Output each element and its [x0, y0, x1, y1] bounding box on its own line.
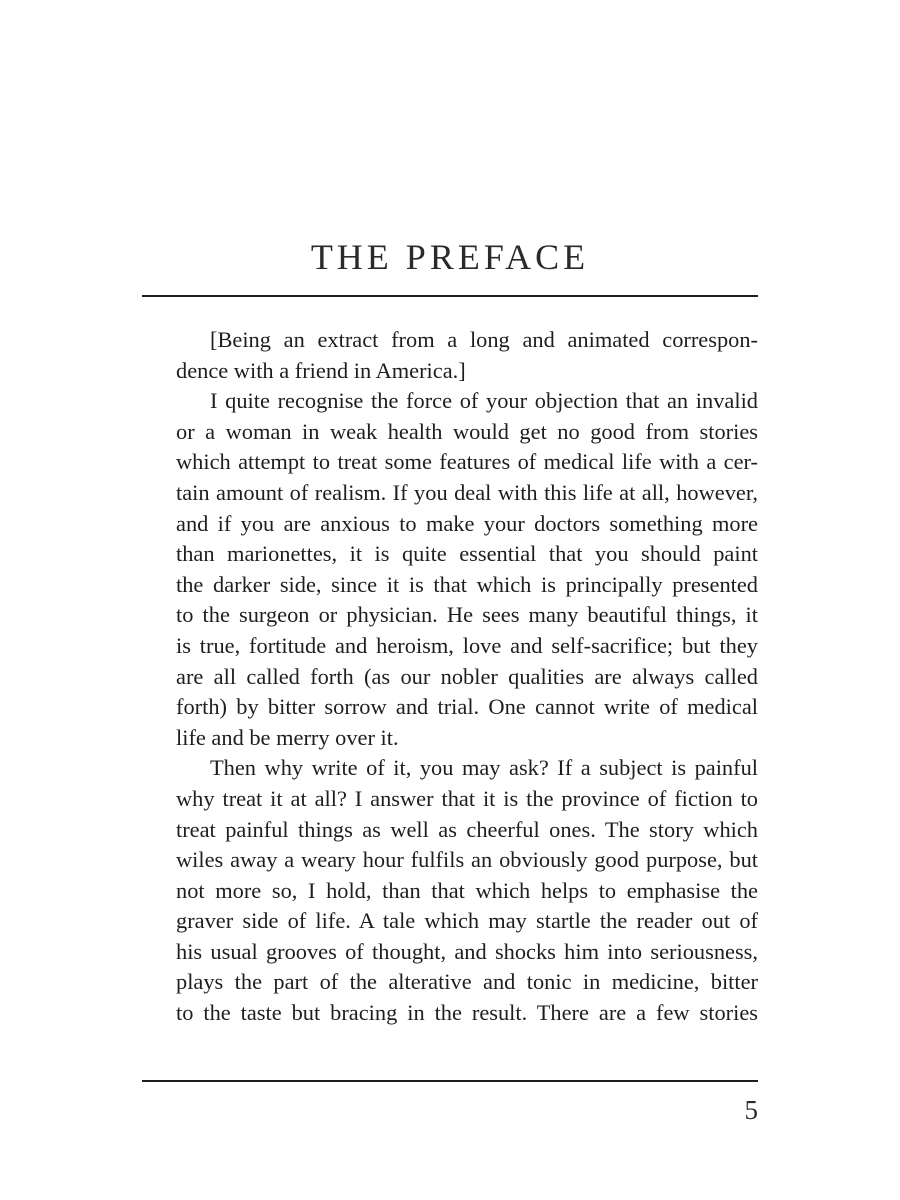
text-line: dence with a friend in America.] [176, 357, 466, 383]
text-line: tain amount of realism. If you deal with this life at all, however, [176, 479, 758, 505]
paragraph [142, 325, 758, 386]
text-line: treat painful things as well as cheerful ones. The story which [176, 816, 758, 842]
text-line: his usual grooves of thought, and shocks him into seriousness, [176, 938, 758, 964]
preface-body [142, 325, 758, 1029]
text-line: plays the part of the alterative and tonic in medicine, bitter [176, 969, 758, 995]
text-line: the darker side, since it is that which is principally presented [176, 571, 758, 597]
text-line: why treat it at all? I answer that it is the province of fiction to [176, 785, 758, 811]
text-line: than marionettes, it is quite essential that you should paint [176, 541, 758, 567]
chapter-title: THE PREFACE [310, 237, 590, 277]
text-line: are all called forth (as our nobler qualities are always called [176, 663, 758, 689]
text-line: graver side of life. A tale which may startle the reader out of [176, 908, 758, 934]
text-line: is true, fortitude and heroism, love and self-sacrifice; but they [176, 632, 758, 658]
text-line: not more so, I hold, than that which helps to emphasise the [176, 877, 758, 903]
text-line: life and be merry over it. [176, 724, 399, 750]
bottom-rule [142, 1080, 758, 1082]
text-line: I quite recognise the force of your objection that an invalid [210, 388, 758, 414]
text-line: Then why write of it, you may ask? If a subject is painful [210, 755, 758, 781]
page-number: 5 [744, 1095, 758, 1125]
paragraph [142, 386, 758, 753]
text-line: wiles away a weary hour fulfils an obviously good purpose, but [176, 847, 758, 873]
text-line: to the taste but bracing in the result. There are a few stories [176, 1000, 758, 1026]
text-line: which attempt to treat some features of medical life with a cer- [176, 449, 758, 475]
paragraph [142, 753, 758, 1028]
top-rule [142, 295, 758, 297]
text-line: [Being an extract from a long and animated correspon- [210, 327, 758, 352]
text-line: and if you are anxious to make your doctors something more [176, 510, 758, 536]
text-line: or a woman in weak health would get no good from stories [176, 418, 758, 444]
text-line: to the surgeon or physician. He sees many beautiful things, it [176, 602, 758, 628]
text-line: forth) by bitter sorrow and trial. One cannot write of medical [176, 694, 758, 720]
